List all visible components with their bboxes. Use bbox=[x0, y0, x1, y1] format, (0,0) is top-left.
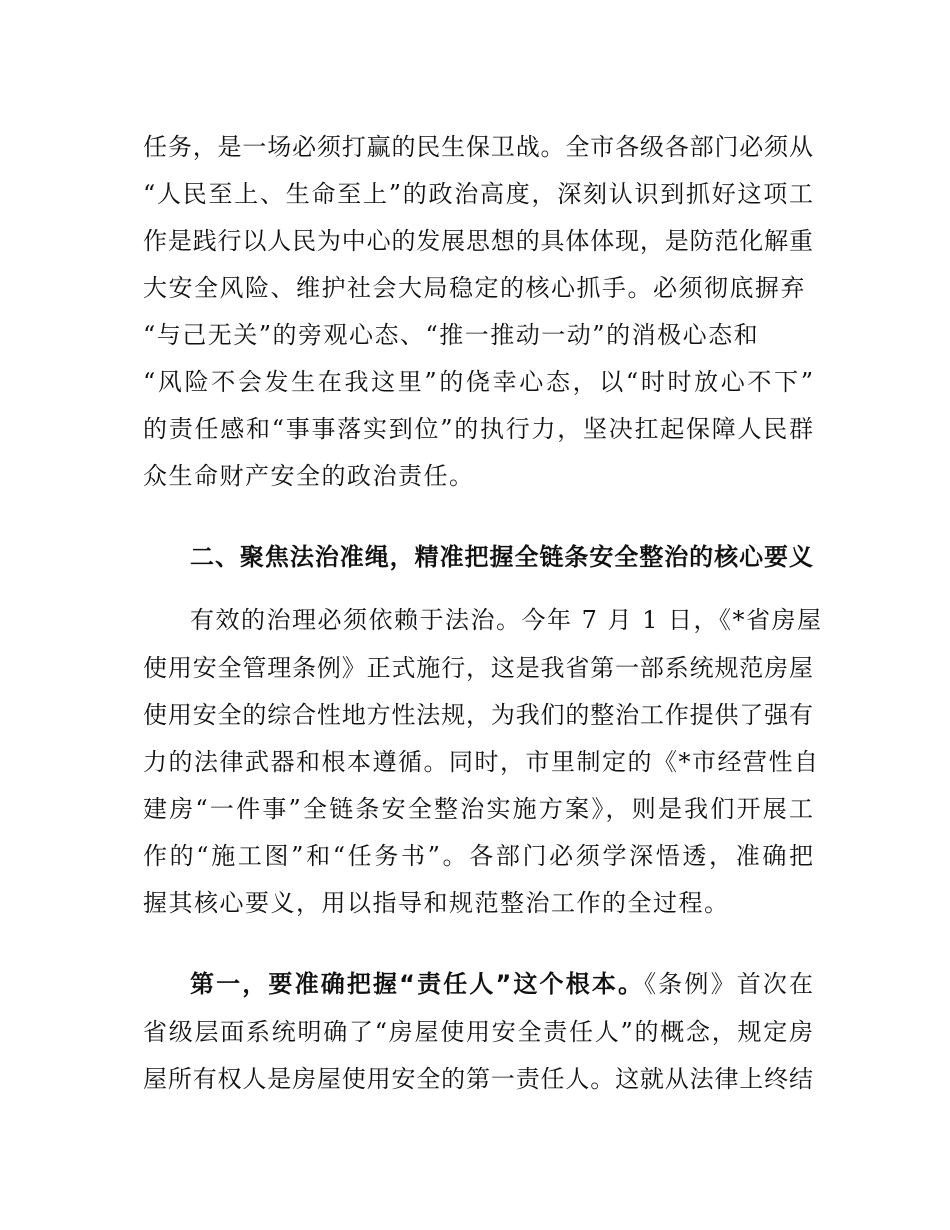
text-line: 作的“施工图”和“任务书”。各部门必须学深悟透，准确把 bbox=[143, 842, 813, 870]
text-line: 有效的治理必须依赖于法治。今年 7 月 1 日，《*省房屋 bbox=[190, 606, 823, 634]
text-line: “人民至上、生命至上”的政治高度，深刻认识到抓好这项工 bbox=[143, 180, 813, 208]
text-line: 省级层面系统明确了“房屋使用安全责任人”的概念，规定房 bbox=[143, 1018, 813, 1046]
text-line: 屋所有权人是房屋使用安全的第一责任人。这就从法律上终结 bbox=[143, 1065, 813, 1093]
text-line: 使用安全的综合性地方性法规，为我们的整治工作提供了强有 bbox=[143, 701, 813, 729]
text-line: 建房“一件事”全链条安全整治实施方案》，则是我们开展工 bbox=[143, 795, 813, 823]
text-line bbox=[190, 967, 813, 1001]
text-line: “与己无关”的旁观心态、“推一推动一动”的消极心态和 bbox=[143, 321, 760, 349]
text-line: 大安全风险、维护社会大局稳定的核心抓手。必须彻底摒弃 bbox=[143, 274, 806, 302]
bold-lead: 第一，要准确把握“责任人”这个根本。 bbox=[190, 970, 645, 998]
text-line: 的责任感和“事事落实到位”的执行力，坚决扛起保障人民群 bbox=[143, 415, 813, 443]
text-line: 握其核心要义，用以指导和规范整治工作的全过程。 bbox=[143, 889, 730, 917]
text-line: 任务，是一场必须打赢的民生保卫战。全市各级各部门必须从 bbox=[143, 133, 813, 161]
text-line: “风险不会发生在我这里”的侥幸心态，以“时时放心不下” bbox=[143, 368, 813, 396]
text-line: 力的法律武器和根本遵循。同时，市里制定的《*市经营性自 bbox=[143, 748, 820, 776]
section-heading: 二、聚焦法治准绳，精准把握全链条安全整治的核心要义 bbox=[190, 543, 813, 571]
text-line: 众生命财产安全的政治责任。 bbox=[143, 462, 475, 490]
text-line: 使用安全管理条例》正式施行，这是我省第一部系统规范房屋 bbox=[143, 654, 813, 682]
text-line: 作是践行以人民为中心的发展思想的具体体现，是防范化解重 bbox=[143, 227, 813, 255]
lead-rest: 《条例》首次在 bbox=[644, 970, 814, 998]
